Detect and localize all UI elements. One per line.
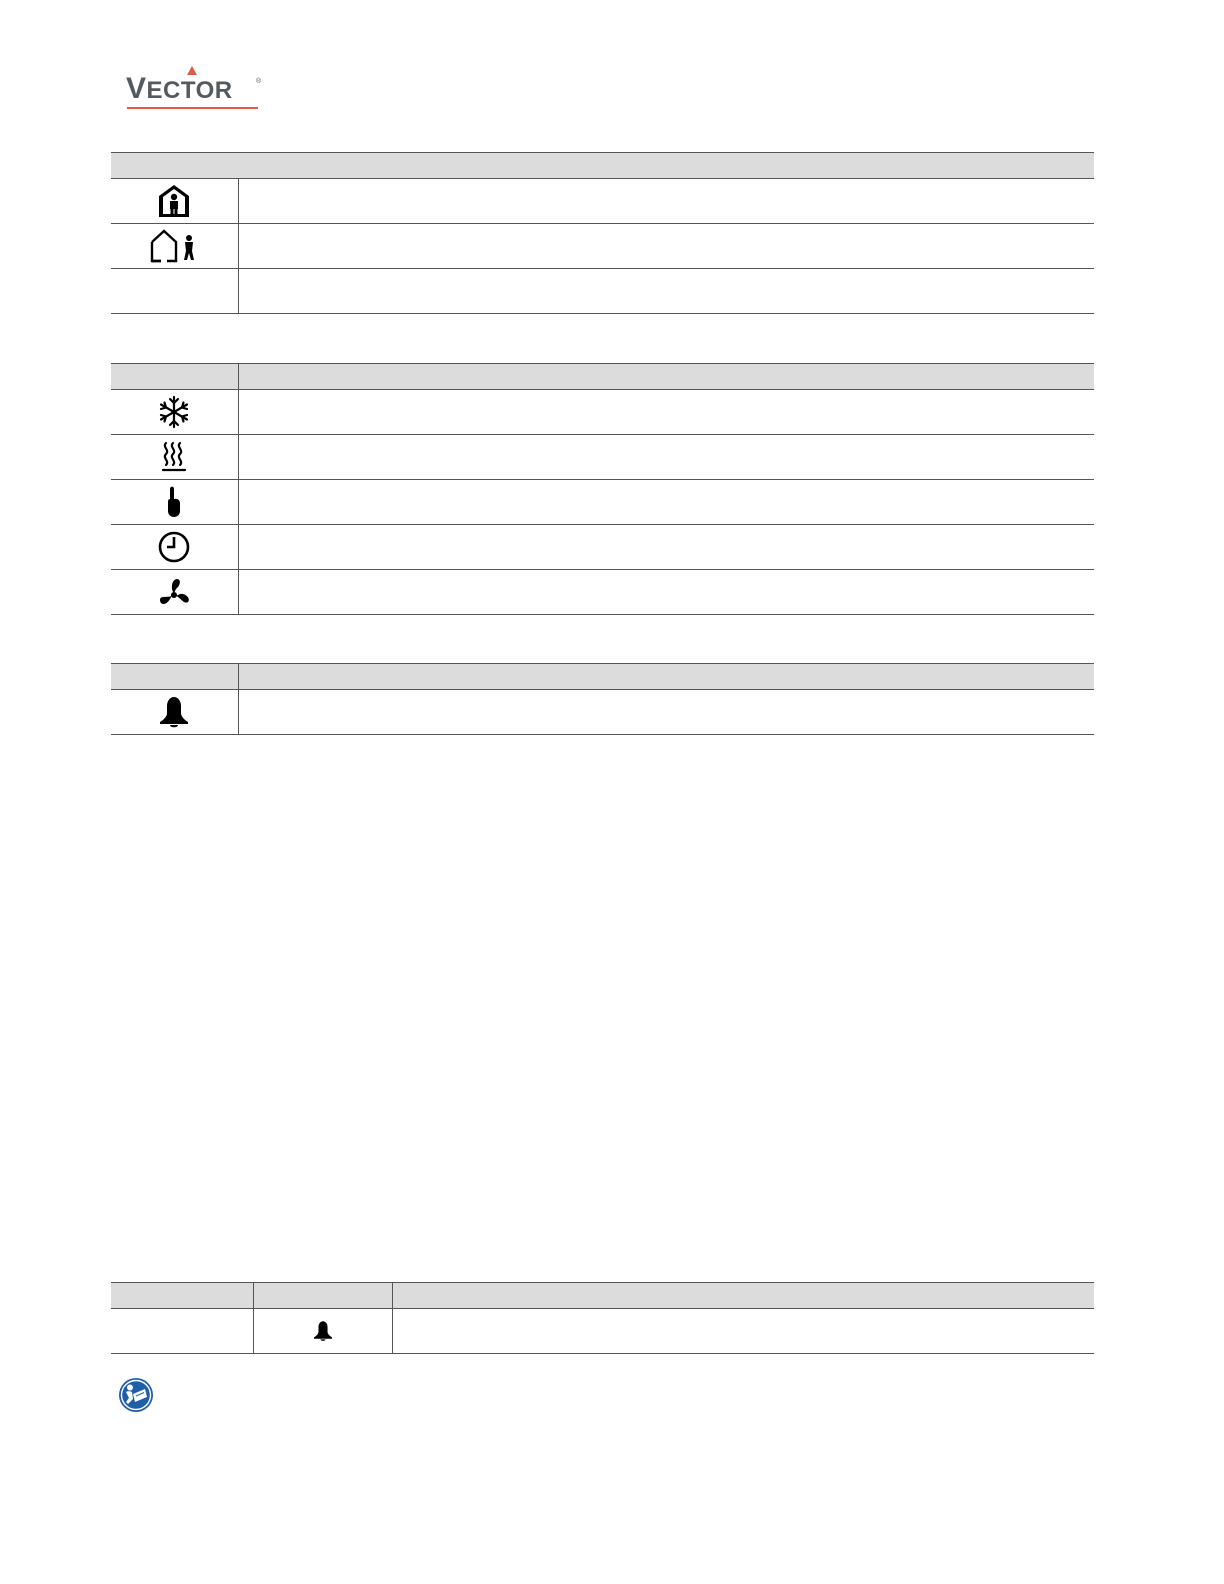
bell-icon (312, 1319, 334, 1343)
row-description (238, 690, 1094, 735)
table-header-row (111, 664, 1094, 690)
table-header-symbol (111, 664, 238, 690)
bell-icon (157, 695, 191, 729)
row-description (238, 224, 1094, 269)
logo-trademark: ® (256, 78, 262, 85)
table-row (111, 269, 1094, 314)
unoccupied-house-icon (148, 228, 200, 264)
table-row (111, 224, 1094, 269)
clock-icon (157, 530, 191, 564)
row-description (238, 390, 1094, 435)
table-header-description (238, 664, 1094, 690)
logo-underline (127, 107, 258, 109)
table-row (111, 435, 1094, 480)
table-row (111, 690, 1094, 735)
row-description (392, 1309, 1094, 1354)
alarm-list-table (111, 1282, 1094, 1354)
row-description (238, 269, 1094, 314)
fan-icon (156, 575, 192, 609)
occupied-house-icon (156, 183, 192, 219)
table-header-description (238, 364, 1094, 390)
row-description (238, 179, 1094, 224)
mode-symbols-table (111, 363, 1094, 615)
table-row (111, 179, 1094, 224)
row-description (238, 480, 1094, 525)
manual-reader-icon (118, 1377, 154, 1413)
empty-icon-cell (111, 269, 238, 314)
pointing-hand-icon (163, 485, 185, 519)
row-description (238, 570, 1094, 615)
table-row (111, 525, 1094, 570)
table-header-symbol (253, 1283, 392, 1309)
row-description (238, 435, 1094, 480)
snowflake-icon (157, 395, 191, 429)
table-header-row (111, 153, 1094, 179)
vector-logo (124, 64, 264, 112)
table-header-symbol (111, 364, 238, 390)
alarm-code (111, 1309, 253, 1354)
alarm-symbols-table (111, 663, 1094, 735)
table-row (111, 1309, 1094, 1354)
table-header-row (111, 364, 1094, 390)
table-header (111, 153, 1094, 179)
heat-waves-icon (160, 439, 188, 475)
row-description (238, 525, 1094, 570)
occupancy-symbols-table (111, 152, 1094, 314)
logo-wordmark: VECTOR (126, 72, 233, 105)
table-row (111, 390, 1094, 435)
table-header-row (111, 1283, 1094, 1309)
table-header-description (392, 1283, 1094, 1309)
table-row (111, 480, 1094, 525)
table-header-code (111, 1283, 253, 1309)
table-row (111, 570, 1094, 615)
